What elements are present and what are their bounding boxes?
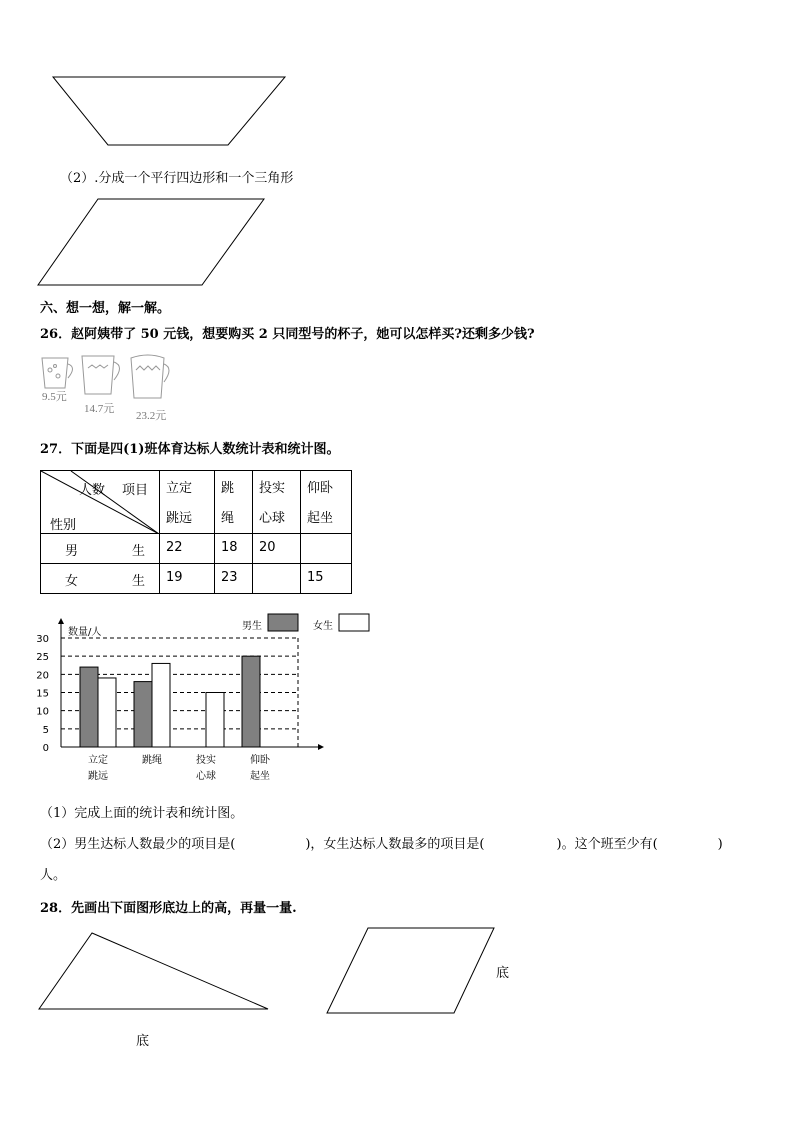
cup-price-3: 23.2元 (136, 410, 167, 422)
y-axis-arrow (58, 618, 64, 624)
table-row (41, 534, 352, 564)
trapezoid-figure (50, 75, 290, 147)
x-tick-label: 跳远 (88, 771, 108, 782)
table-header-cell: 投实 心球 (253, 471, 301, 534)
y-tick-label: 5 (42, 724, 49, 736)
bar-male (242, 656, 260, 747)
question-26: 26．赵阿姨带了 50 元钱，想要购买 2 只同型号的杯子，她可以怎样买?还剩多少钱? (40, 327, 535, 342)
table-cell (301, 534, 352, 564)
bar-male (80, 667, 98, 747)
y-tick-label: 15 (36, 688, 49, 700)
table-cell: 23 (215, 564, 253, 594)
legend-label: 男生 (242, 621, 262, 632)
question-27-part-2-end: 人。 (40, 868, 67, 883)
table-cell: 18 (215, 534, 253, 564)
bar-chart (30, 608, 380, 790)
triangle-base-label: 底 (136, 1034, 150, 1049)
cup-price-1: 9.5元 (42, 391, 67, 403)
parallelogram-figure (36, 197, 268, 289)
table-row (41, 564, 352, 594)
legend-swatch (339, 614, 369, 631)
table-corner-cell (41, 471, 160, 534)
row-label-male: 男 生 (41, 534, 160, 564)
question-27-part-2: （2）男生达标人数最少的项目是( )，女生达标人数最多的项目是( )。这个班至少有( ) (40, 837, 723, 852)
x-tick-label: 立定 (88, 755, 108, 766)
x-tick-label: 仰卧 (250, 755, 270, 766)
table-cell: 20 (253, 534, 301, 564)
cup-price-2: 14.7元 (84, 403, 115, 415)
x-axis-arrow (318, 744, 324, 750)
question-28: 28．先画出下面图形底边上的高，再量一量. (40, 901, 297, 916)
cup-icon (82, 356, 120, 394)
y-tick-label: 20 (36, 670, 49, 682)
cup-icon (131, 355, 169, 398)
cup-icon (42, 358, 73, 388)
section-heading: 六、想一想，解一解。 (40, 301, 171, 316)
y-tick-label: 0 (42, 743, 49, 754)
corner-gender-label: 性别 (50, 518, 77, 533)
x-tick-label: 心球 (196, 771, 216, 782)
table-header-cell: 仰卧 起坐 (301, 471, 352, 534)
x-tick-label: 投实 (196, 755, 216, 766)
question-27: 27．下面是四(1)班体育达标人数统计表和统计图。 (40, 442, 340, 457)
table-header-cell: 跳 绳 (215, 471, 253, 534)
table-cell (253, 564, 301, 594)
question-27-part-1: （1）完成上面的统计表和统计图。 (40, 806, 244, 821)
triangle-figure (36, 930, 272, 1012)
parallelogram-base-label: 底 (496, 966, 510, 981)
table-cell: 22 (160, 534, 215, 564)
bar-female (152, 663, 170, 747)
parallelogram-figure-2 (324, 925, 498, 1017)
question-part-2: （2）.分成一个平行四边形和一个三角形 (60, 171, 294, 186)
x-tick-label: 起坐 (250, 771, 270, 782)
table-cell: 19 (160, 564, 215, 594)
corner-item-label: 项目 (122, 483, 149, 498)
table-header-cell: 立定 跳远 (160, 471, 215, 534)
table-cell: 15 (301, 564, 352, 594)
y-tick-label: 10 (36, 706, 49, 718)
y-axis-label: 数量/人 (68, 627, 102, 638)
legend-swatch (268, 614, 298, 631)
corner-people-label: 人数 (79, 483, 106, 498)
bar-female (206, 693, 224, 748)
x-tick-label: 跳绳 (142, 755, 162, 766)
bar-male (134, 682, 152, 747)
statistics-table (40, 470, 352, 594)
row-label-female: 女 生 (41, 564, 160, 594)
y-tick-label: 25 (36, 652, 49, 664)
legend-label: 女生 (313, 621, 333, 632)
bar-female (98, 678, 116, 747)
y-tick-label: 30 (36, 634, 49, 645)
